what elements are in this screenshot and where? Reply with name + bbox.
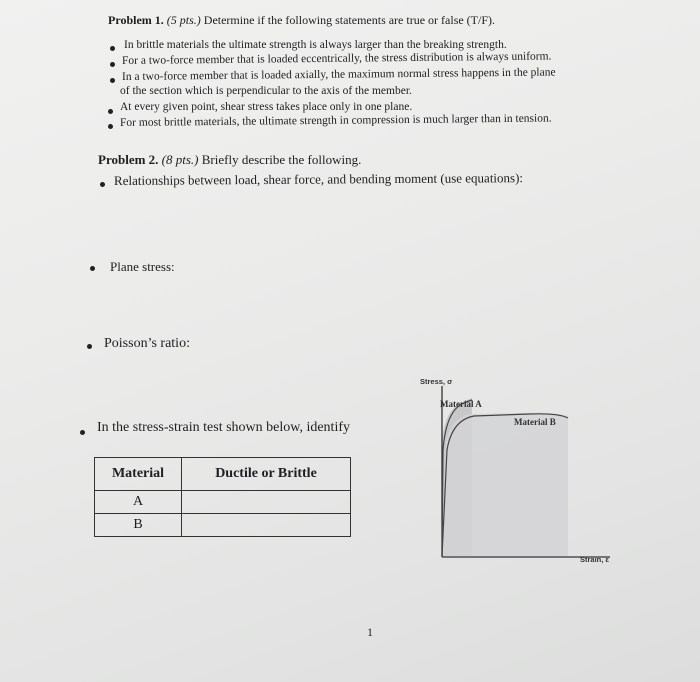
statement-3: In a two-force member that is loaded axially, the maximum normal stress happens in the plane (121, 66, 556, 83)
bullet-icon (108, 109, 113, 114)
problem2-instruction: Briefly describe the following. (201, 152, 362, 167)
bullet-icon (108, 124, 113, 129)
problem2-heading (98, 152, 361, 168)
problem1-instruction: Determine if the following statements are true or false (T/F). (203, 13, 496, 27)
table-header-ductile-brittle: Ductile or Brittle (182, 458, 351, 491)
table-row (95, 514, 351, 537)
statement-3-continued: of the section which is perpendicular to the axis of the member. (120, 85, 412, 97)
x-axis-label: Strain, ε (580, 555, 609, 564)
material-b-label: Material B (514, 417, 556, 427)
bullet-icon (87, 344, 92, 349)
material-b-shaded-area (442, 413, 568, 556)
problem1-points: (5 pts.) (166, 13, 201, 27)
bullet-icon (110, 62, 115, 67)
item-stress-strain-test: In the stress-strain test shown below, identify (97, 420, 350, 435)
table-row (95, 491, 351, 514)
table-cell-answer[interactable] (182, 491, 351, 514)
item-plane-stress: Plane stress: (110, 259, 175, 274)
bullet-icon (90, 266, 95, 271)
table-cell-material: B (95, 514, 182, 537)
material-table (94, 457, 351, 537)
material-a-label: Material A (440, 399, 482, 409)
statement-1: In brittle materials the ultimate strength is always larger than the breaking strength. (124, 39, 507, 51)
problem2-points: (8 pts.) (161, 152, 199, 167)
stress-strain-diagram (400, 370, 630, 570)
bullet-icon (110, 78, 115, 83)
page-number: 1 (367, 625, 373, 639)
item-poissons-ratio: Poisson’s ratio: (104, 336, 190, 351)
table-header-material: Material (95, 458, 182, 491)
problem1-number: Problem 1. (108, 13, 164, 27)
bullet-icon (100, 182, 105, 187)
bullet-icon (80, 430, 85, 435)
table-cell-answer[interactable] (182, 514, 351, 537)
statement-5: For most brittle materials, the ultimate strength in compression is much larger than in tension. (119, 112, 552, 129)
table-cell-material: A (95, 491, 182, 514)
item-load-shear-moment: Relationships between load, shear force, and bending moment (use equations): (113, 170, 524, 188)
bullet-icon (110, 46, 115, 51)
problem2-number: Problem 2. (98, 152, 159, 167)
y-axis-label: Stress, σ (420, 377, 453, 386)
table-header-row (95, 458, 351, 491)
problem1-heading (108, 13, 495, 28)
statement-2: For a two-force member that is loaded eccentrically, the stress distribution is always uniform. (121, 50, 552, 67)
statement-4: At every given point, shear stress takes place only in one plane. (120, 101, 413, 113)
